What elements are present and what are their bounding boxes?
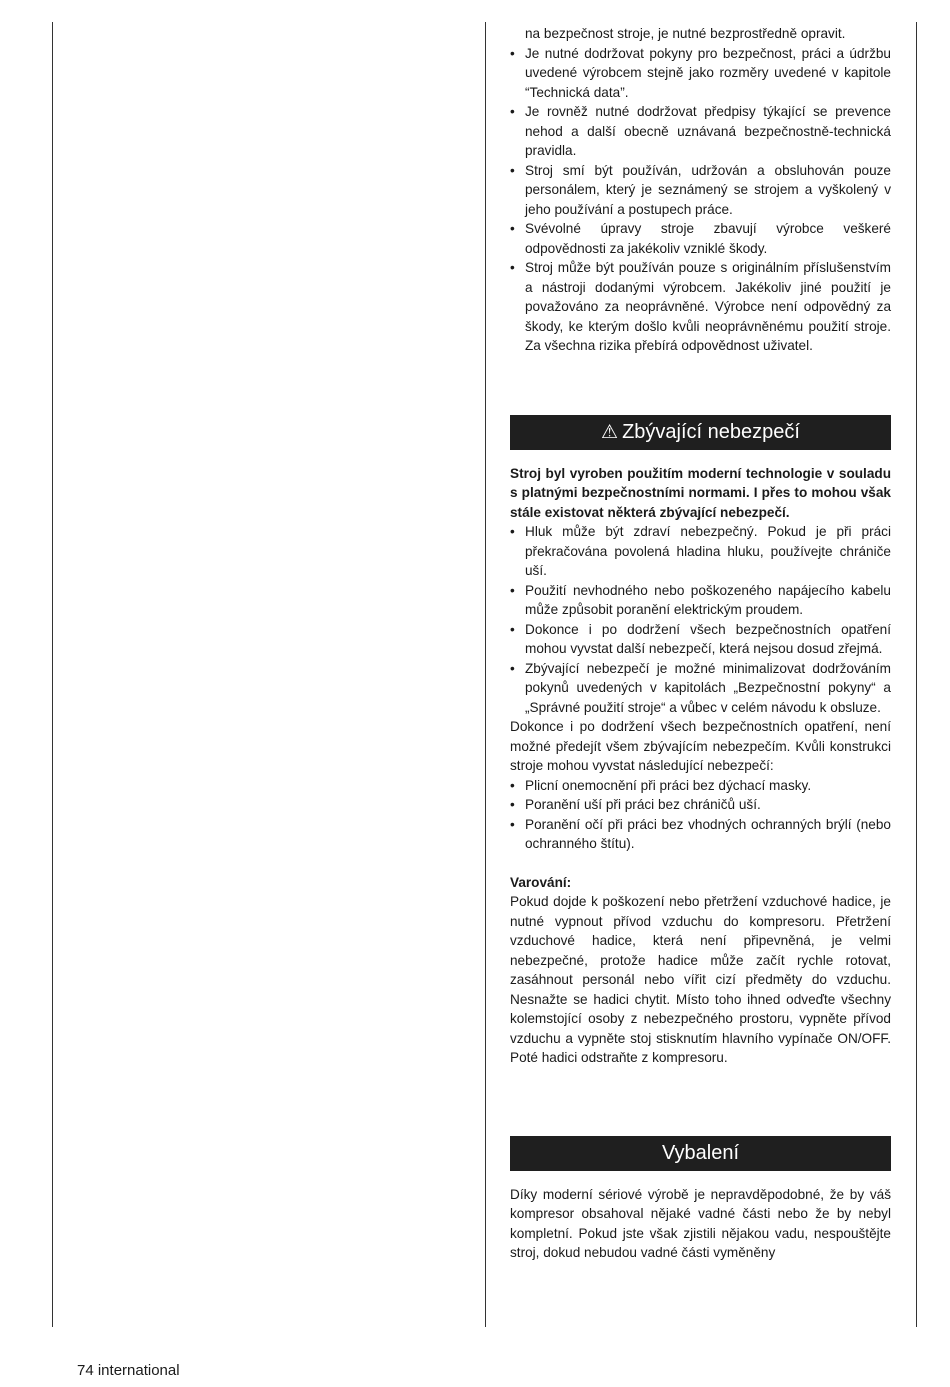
residual-hazard-list [510,776,891,854]
residual-bullet-list [510,522,891,717]
warning-label: Varování: [510,874,572,890]
intro-continuation: na bezpečnost stroje, je nutné bezprostředně opravit. [525,26,846,41]
list-item: • Stroj smí být používán, udržován a obsluhován pouze personálem, který je seznámený se strojem a vyškolený v jeho používání a postupech práce. [510,161,891,220]
warning-triangle-icon: ⚠ [601,421,619,443]
column-divider-rule [485,22,486,1327]
residual-lead-paragraph: Stroj byl vyroben použitím moderní technologie v souladu s platnými bezpečnostními normami. I přes to mohou však stále existovat některá zbývající nebezpečí. [510,465,891,520]
list-item: • Poranění očí při práci bez vhodných ochranných brýlí (nebo ochranného štítu). [510,815,891,854]
list-item: • Stroj může být používán pouze s originálním příslušenstvím a nástroji dodanými výrobcem. Jakékoliv jiné použití je považováno za neoprávněné. Výrobce není odpovědný za škody, ke kterým došlo kvůli neoprávněnému použití stroje. Za všechna rizika přebírá odpovědnost uživatel. [510,258,891,356]
unpacking-heading [510,1136,891,1171]
list-item: • Hluk může být zdraví nebezpečný. Pokud je při práci překračována povolená hladina hluku, používejte chrániče uší. [510,522,891,581]
unpacking-title: Vybalení [661,1141,740,1164]
list-item: • Svévolné úpravy stroje zbavují výrobce veškeré odpovědnosti za jakékoliv vzniklé škody. [510,219,891,258]
list-item: • Dokonce i po dodržení všech bezpečnostních opatření mohou vyvstat další nebezpečí, která nejsou dosud zřejmá. [510,620,891,659]
left-margin-rule [52,22,53,1327]
intro-bullet-list [510,44,891,356]
residual-paragraph: Dokonce i po dodržení všech bezpečnostních opatření, není možné předejít všem zbývajícím nebezpečím. Kvůli konstrukci stroje mohou vyvstat následující nebezpečí: [510,719,891,773]
right-margin-rule [916,22,917,1327]
warning-text: Pokud dojde k poškození nebo přetržení vzduchové hadice, je nutné vypnout přívod vzduchu do kompresoru. Přetržení vzduchové hadice, která není připevněná, je velmi nebezpečné, protože hadice může začít rychle rotovat, zasáhnout personál nebo vířit cizí předměty do vzduchu. Nesnažte se hadici chytit. Místo toho ihned odveďte všechny kolemstojící osoby z nebezpečného prostoru, vypněte přívod vzduchu a vypněte stoj stisknutím hlavního vypínače ON/OFF. Poté hadici odstraňte z kompresoru. [510,894,891,1065]
unpacking-text: Díky moderní sériové výrobě je nepravděpodobné, že by váš kompresor obsahoval nějaké vadné části nebo že by nebyl kompletní. Pokud jste však zjistili nějakou vadu, nespouštějte stroj, dokud nebudou vadné části vyměněny [510,1186,891,1260]
list-item: • Zbývající nebezpečí je možné minimalizovat dodržováním pokynů uvedených v kapitolách „Bezpečnostní pokyny“ a „Správné použití stroje“ a vůbec v celém návodu k obsluze. [510,659,891,718]
text-column [510,24,891,1263]
list-item: • Je nutné dodržovat pokyny pro bezpečnost, práci a údržbu uvedené výrobcem stejně jako rozměry uvedené v kapitole “Technická data”. [510,44,891,103]
list-item: • Použití nevhodného nebo poškozeného napájecího kabelu může způsobit poranění elektrickým proudem. [510,581,891,620]
list-item: • Plicní onemocnění při práci bez dýchací masky. [510,776,891,796]
residual-dangers-heading [510,415,891,450]
list-item: • Je rovněž nutné dodržovat předpisy týkající se prevence nehod a další obecně uznávaná bezpečnostně-technická pravidla. [510,102,891,161]
page-footer: 74 international [77,1362,180,1379]
residual-dangers-title: Zbývající nebezpečí [622,420,800,443]
list-item: • Poranění uší při práci bez chráničů uší. [510,795,891,815]
